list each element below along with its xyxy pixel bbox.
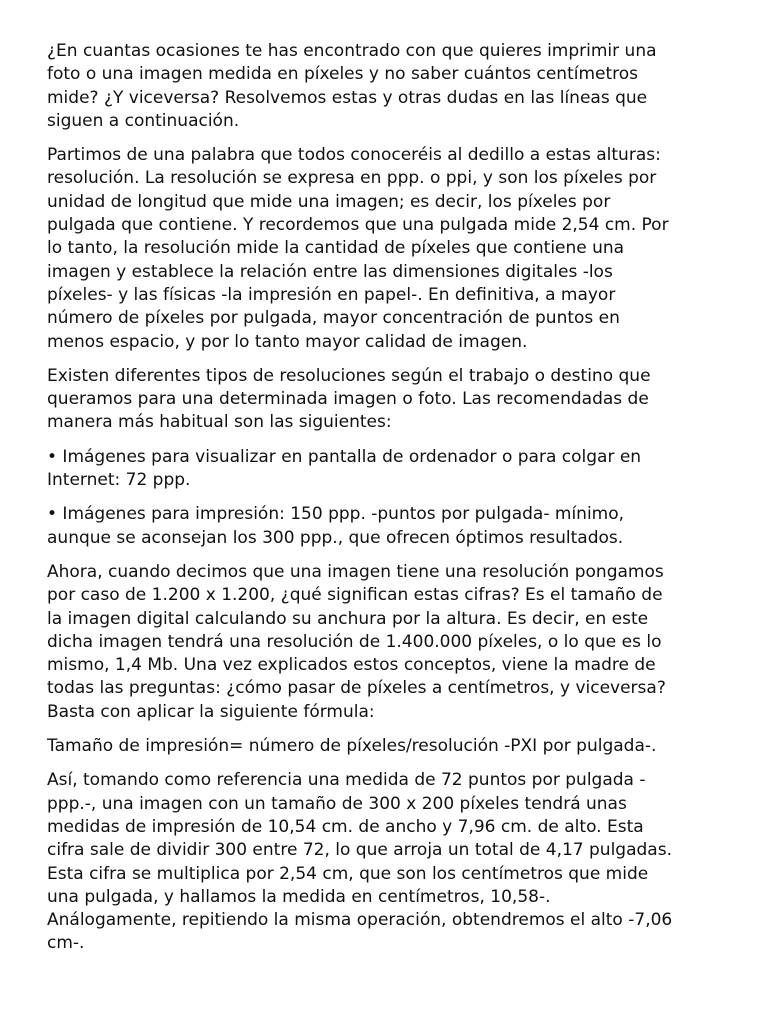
bullet-print-resolution: • Imágenes para impresión: 150 ppp. -puntos por pulgada- mínimo, aunque se aconsejan los 300 ppp., que ofrecen óptimos resultados. xyxy=(47,504,625,548)
paragraph-intro: ¿En cuantas ocasiones te has encontrado con que quieres imprimir una foto o una imagen medida en píxeles y no saber cuántos centímetros mide? ¿Y viceversa? Resolvemos estas y otras dudas en las líneas que siguen a continuación. xyxy=(47,41,657,131)
paragraph-pixel-count: Ahora, cuando decimos que una imagen tiene una resolución pongamos por caso de 1.200 x 1.200, ¿qué significan estas cifras? Es el tamaño de la imagen digital calculando su anchura por la altura. Es decir, en este dicha imagen tendrá una resolución de 1.400.000 píxeles, o lo que es lo mismo, 1,4 Mb. Una vez explicados estos conceptos, viene la madre de todas las preguntas: ¿cómo pasar de píxeles a centímetros, y viceversa? Basta con aplicar la siguiente fórmula: xyxy=(47,561,666,722)
paragraph-example: Así, tomando como referencia una medida de 72 puntos por pulgada - ppp.-, una imagen con un tamaño de 300 x 200 píxeles tendrá unas medidas de impresión de 10,54 cm. de ancho y 7,96 cm. de alto. Esta cifra sale de dividir 300 entre 72, lo que arroja un total de 4,17 pulgadas. Esta cifra se multiplica por 2,54 cm, que son los centímetros que mide una pulgada, y hallamos la medida en centímetros, 10,58-. Análogamente, repitiendo la misma operación, obtendremos el alto -7,06 cm-. xyxy=(47,770,673,954)
paragraph-resolution-types: Existen diferentes tipos de resoluciones según el trabajo o destino que queramos para una determinada imagen o foto. Las recomendadas de manera más habitual son las siguientes: xyxy=(47,365,651,433)
paragraph-resolution: Partimos de una palabra que todos conoceréis al dedillo a estas alturas: resolución. La resolución se expresa en ppp. o ppi, y son los píxeles por unidad de longitud que mide una imagen; es decir, los píxeles por pulgada que contiene. Y recordemos que una pulgada mide 2,54 cm. Por lo tanto, la resolución mide la cantidad de píxeles que contiene una imagen y establece la relación entre las dimensiones digitales -los píxeles- y las físicas -la impresión en papel-. En definitiva, a mayor número de píxeles por pulgada, mayor concentración de puntos en menos espacio, y por lo tanto mayor calidad de imagen. xyxy=(47,145,669,352)
paragraph-formula: Tamaño de impresión= número de píxeles/resolución -PXI por pulgada-. xyxy=(47,736,657,757)
bullet-screen-resolution: • Imágenes para visualizar en pantalla de ordenador o para colgar en Internet: 72 ppp. xyxy=(47,446,642,491)
